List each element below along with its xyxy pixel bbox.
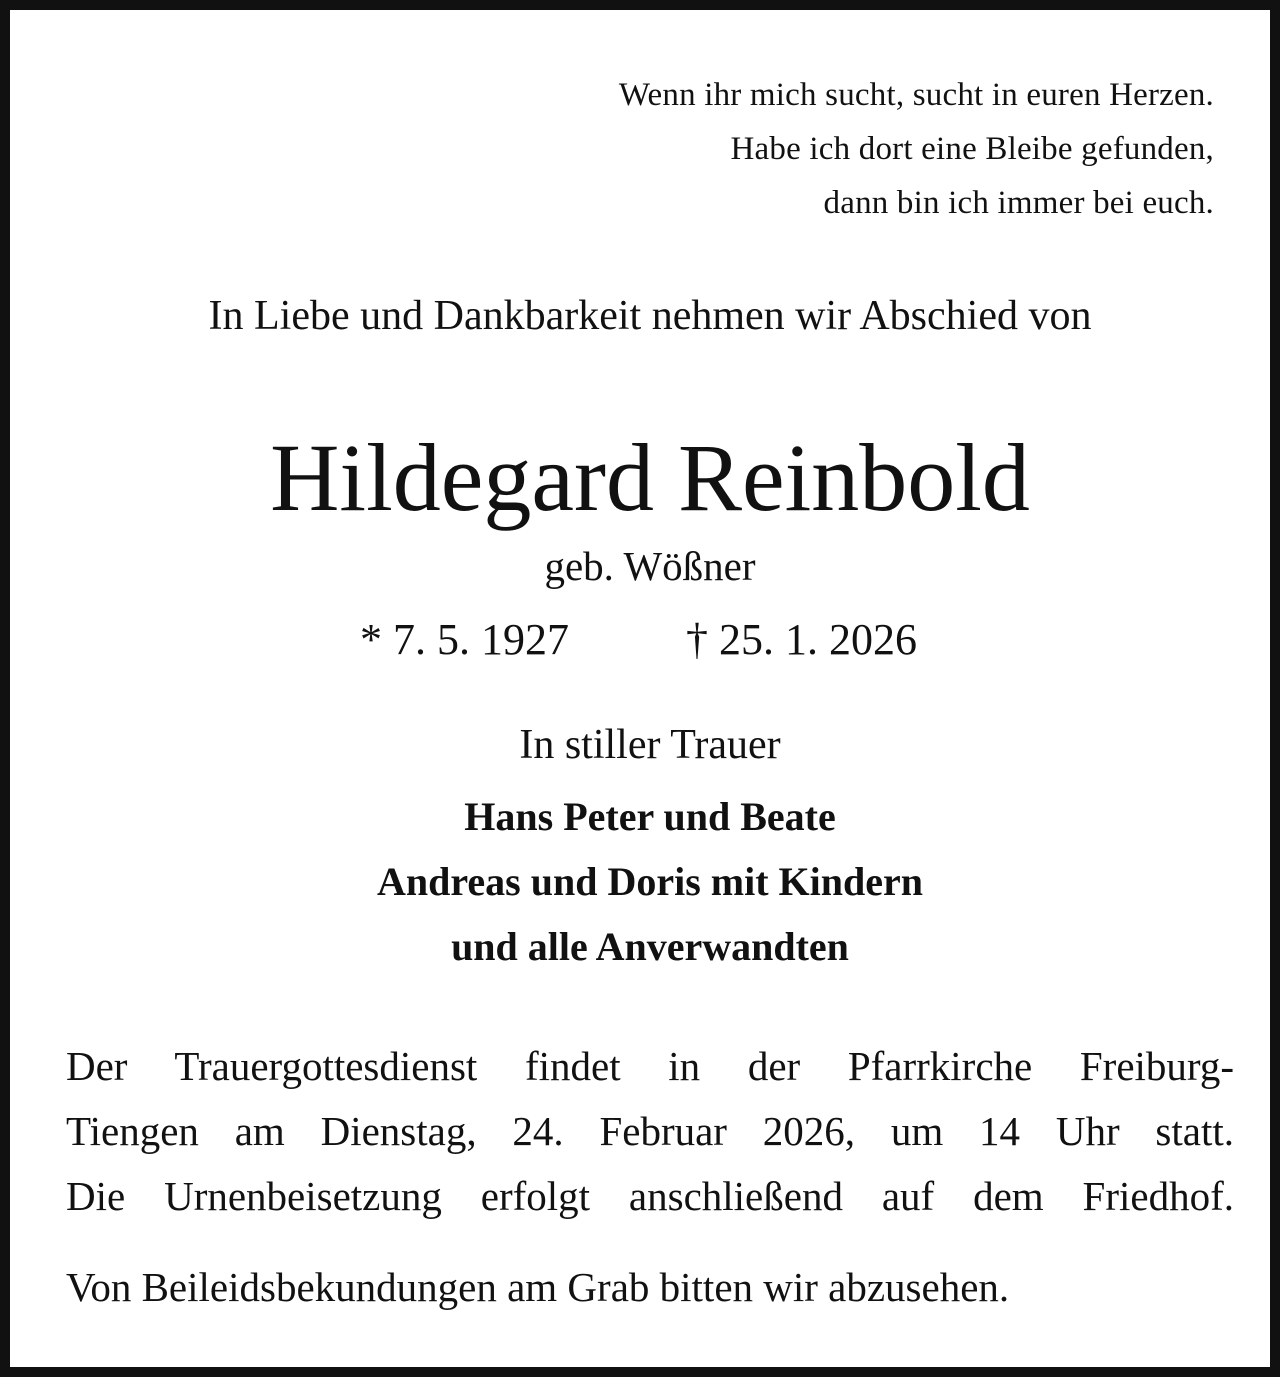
mourning-label: In stiller Trauer xyxy=(519,722,781,768)
intro-text: In Liebe und Dankbarkeit nehmen wir Abschied von xyxy=(208,293,1092,339)
death-date: † 25. 1. 2026 xyxy=(686,615,917,664)
family-list xyxy=(10,784,1280,979)
poem-line: Wenn ihr mich sucht, sucht in euren Herzen. xyxy=(618,77,1214,113)
poem xyxy=(619,68,1214,230)
service-line: Tiengen am Dienstag, 24. Februar 2026, um 14 Uhr statt. xyxy=(66,1108,1234,1154)
poem-line: dann bin ich immer bei euch. xyxy=(823,185,1214,221)
service-line: Die Urnenbeisetzung erfolgt anschließend auf dem Friedhof. xyxy=(66,1173,1234,1219)
poem-line: Habe ich dort eine Bleibe gefunden, xyxy=(730,131,1214,167)
birth-date: * 7. 5. 1927 xyxy=(360,615,569,664)
family-line: Andreas und Doris mit Kindern xyxy=(376,859,923,904)
closing-note: Von Beileidsbekundungen am Grab bitten wir abzusehen. xyxy=(66,1264,1010,1310)
family-line: und alle Anverwandten xyxy=(451,924,849,969)
deceased-name: Hildegard Reinbold xyxy=(270,424,1030,531)
family-line: Hans Peter und Beate xyxy=(464,794,836,839)
service-info xyxy=(66,1034,1234,1229)
maiden-name: geb. Wößner xyxy=(544,543,756,589)
service-line: Der Trauergottesdienst findet in der Pfarrkirche Freiburg- xyxy=(66,1043,1234,1089)
